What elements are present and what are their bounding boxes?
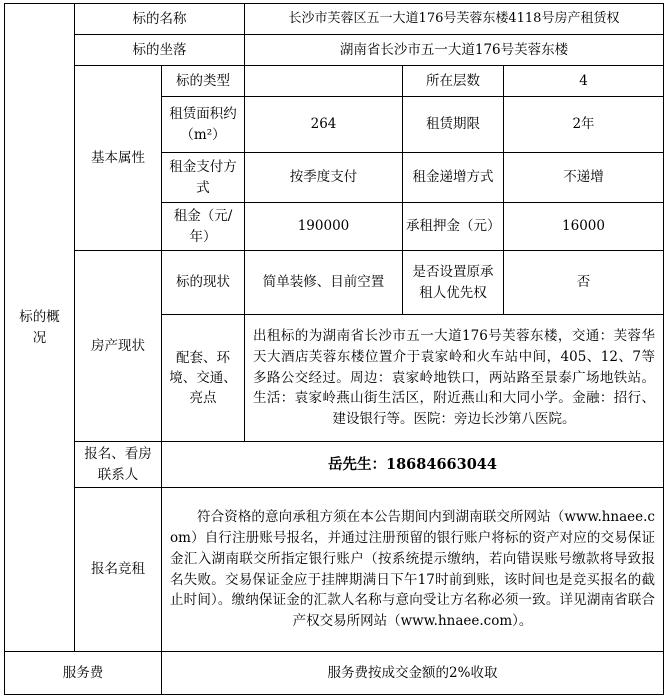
current-label: 标的现状 [162,251,245,315]
payment-value: 按季度支付 [245,153,403,203]
increase-value: 不递增 [504,153,664,203]
basic-group-label: 基本属性 [75,66,162,251]
status-group-label: 房产现状 [75,251,162,442]
row-name [5,4,664,35]
term-value: 2年 [504,97,664,153]
rent-label: 租金（元/年） [162,203,245,251]
rent-value: 190000 [245,203,403,251]
bidding-value [162,488,664,652]
name-label: 标的名称 [75,4,245,35]
row-current [5,251,664,315]
location-label: 标的坐落 [75,35,245,66]
location-value: 湖南省长沙市五一大道176号芙蓉东楼 [245,35,664,66]
name-value: 长沙市芙蓉区五一大道176号芙蓉东楼4118号房产租赁权 [245,4,664,35]
listing-table [4,3,664,695]
row-type [5,66,664,97]
bidding-label: 报名竞租 [75,488,162,652]
contact-value: 岳先生：18684663044 [162,442,664,488]
current-value: 简单装修、目前空置 [245,251,403,315]
payment-label: 租金支付方式 [162,153,245,203]
fee-label: 服务费 [5,652,162,695]
deposit-label: 承租押金（元） [403,203,504,251]
increase-label: 租金递增方式 [403,153,504,203]
type-label: 标的类型 [162,66,245,97]
area-value: 264 [245,97,403,153]
deposit-value: 16000 [504,203,664,251]
floor-label: 所在层数 [403,66,504,97]
amenities-value: 出租标的为湖南省长沙市五一大道176号芙蓉东楼，交通：芙蓉华天大酒店芙蓉东楼位置介于袁家岭和火车站中间，405、12、7等多路公交经过。周边：袁家岭地铁口，两站路至景泰广场地铁站。生活：袁家岭燕山街生活区，附近燕山和大同小学。金融：招行、建设银行等。医院：旁边长沙第八医院。 [245,315,664,442]
contact-label: 报名、看房联系人 [75,442,162,488]
row-location [5,35,664,66]
priority-value: 否 [504,251,664,315]
row-contact [5,442,664,488]
priority-label: 是否设置原承租人优先权 [403,251,504,315]
section-label: 标的概况 [5,4,75,652]
type-value [245,66,403,97]
row-fee [5,652,664,695]
row-bidding [5,488,664,652]
term-label: 租赁期限 [403,97,504,153]
amenities-label: 配套、环境、交通、亮点 [162,315,245,442]
bidding-text: 符合资格的意向承租方须在本公告期间内到湖南联交所网站（www.hnaee.com）自行注册账号报名，并通过注册预留的银行账户将标的资产对应的交易保证金汇入湖南联交所指定银行账户（按系统提示缴纳，若向错误账号缴款将导致报名失败。交易保证金应于挂牌期满日下午17时前到账，该时间也是竞买报名的截止时间）。缴纳保证金的汇款人名称与意向受让方名称必须一致。详见湖南省联合产权交易所网站（www.hnaee.com）。 [170,508,655,630]
area-label: 租赁面积约（m²） [162,97,245,153]
fee-value: 服务费按成交金额的2%收取 [162,652,664,695]
floor-value: 4 [504,66,664,97]
